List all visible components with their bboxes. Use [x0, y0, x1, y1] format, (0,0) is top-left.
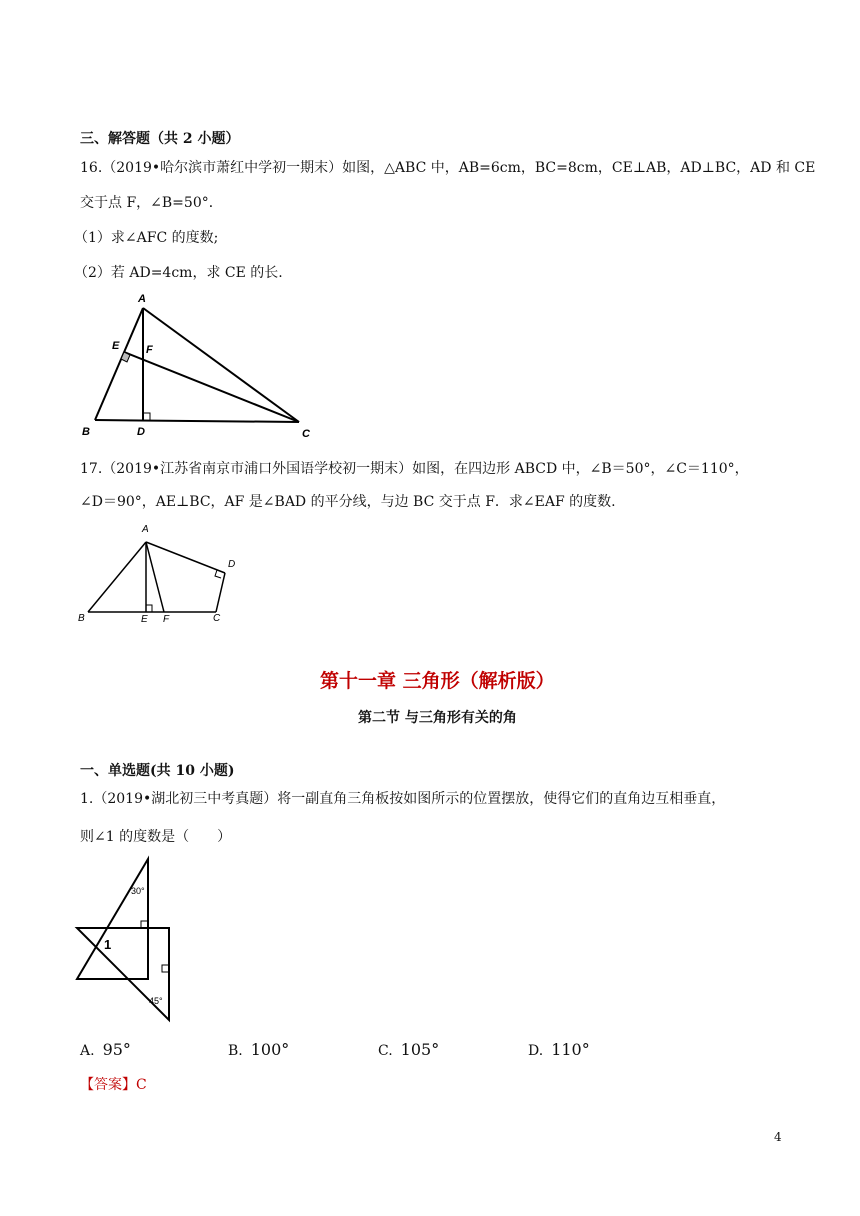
- option-d: [528, 1040, 590, 1059]
- option-d-letter: D.: [528, 1043, 544, 1059]
- segment-AB: [88, 542, 146, 612]
- q17-line2: ∠D＝90°，AE⊥BC，AF 是∠BAD 的平分线，与边 BC 交于点 F．求∠EAF 的度数.: [80, 494, 616, 510]
- figure-q17: [70, 515, 250, 630]
- segment-EC: [124, 352, 299, 422]
- answer-value: C: [136, 1077, 147, 1093]
- label-B: B: [82, 426, 90, 438]
- set-square-30: [77, 859, 148, 979]
- option-b-value: 100°: [250, 1040, 290, 1059]
- label-A: A: [142, 524, 149, 535]
- page-number: 4: [774, 1130, 782, 1144]
- q17-line1: 17.（2019•江苏省南京市浦口外国语学校初一期末）如图，在四边形 ABCD 中，∠B＝50°，∠C＝110°，: [80, 461, 749, 477]
- q16-part2: （2）若 AD=4cm，求 CE 的长.: [74, 265, 283, 281]
- answer: [80, 1074, 147, 1094]
- option-b: [228, 1040, 289, 1059]
- angle-1-label: 1: [104, 937, 112, 952]
- label-C: C: [213, 613, 221, 624]
- label-A: A: [138, 293, 146, 305]
- label-F: F: [146, 344, 153, 356]
- figure-q16: [70, 285, 330, 450]
- label-C: C: [302, 428, 310, 440]
- option-a-value: 95°: [102, 1040, 131, 1059]
- angle-45-label: 45°: [149, 996, 163, 1006]
- answer-tag: 【答案】: [80, 1077, 136, 1093]
- segment-CD: [216, 573, 225, 612]
- option-c: [378, 1040, 439, 1059]
- segment-BC: [95, 420, 299, 422]
- label-B: B: [78, 613, 85, 624]
- section-subtitle: 第二节 与三角形有关的角: [358, 710, 517, 726]
- set-square-45: [77, 928, 169, 1020]
- option-a: [80, 1040, 131, 1059]
- right-angle-mark-D: [143, 413, 150, 420]
- q1-line2: 则∠1 的度数是（ ）: [80, 829, 232, 845]
- angle-30-label: 30°: [131, 886, 145, 896]
- label-D: D: [228, 559, 236, 570]
- figure-q1: [72, 852, 182, 1024]
- label-D: D: [137, 426, 145, 438]
- option-b-letter: B.: [228, 1043, 243, 1059]
- section3-heading: 三、解答题（共 2 小题）: [80, 131, 240, 147]
- label-F: F: [163, 614, 170, 625]
- option-a-letter: A.: [80, 1043, 95, 1059]
- right-angle-mark-45: [162, 965, 169, 972]
- option-d-value: 110°: [551, 1040, 590, 1059]
- label-E: E: [141, 614, 148, 625]
- segment-AB: [95, 308, 143, 420]
- segment-DA: [146, 542, 225, 573]
- q16-line1: 16.（2019•哈尔滨市萧红中学初一期末）如图，△ABC 中，AB=6cm，BC=8cm，CE⊥AB，AD⊥BC，AD 和 CE: [80, 160, 816, 176]
- option-c-value: 105°: [400, 1040, 440, 1059]
- chapter-title: 第十一章 三角形（解析版）: [320, 670, 555, 692]
- segment-AC: [143, 308, 299, 422]
- q1-line1: 1.（2019•湖北初三中考真题）将一副直角三角板按如图所示的位置摆放，使得它们的直角边互相垂直，: [80, 791, 726, 807]
- section1-heading: 一、单选题(共 10 小题): [80, 763, 235, 779]
- segment-AF: [146, 542, 164, 612]
- right-angle-mark-30: [141, 921, 148, 928]
- right-angle-mark-E: [146, 605, 152, 612]
- q16-part1: （1）求∠AFC 的度数;: [74, 230, 219, 246]
- option-c-letter: C.: [378, 1043, 393, 1059]
- label-E: E: [112, 340, 120, 352]
- q16-line2: 交于点 F，∠B=50°．: [80, 195, 223, 211]
